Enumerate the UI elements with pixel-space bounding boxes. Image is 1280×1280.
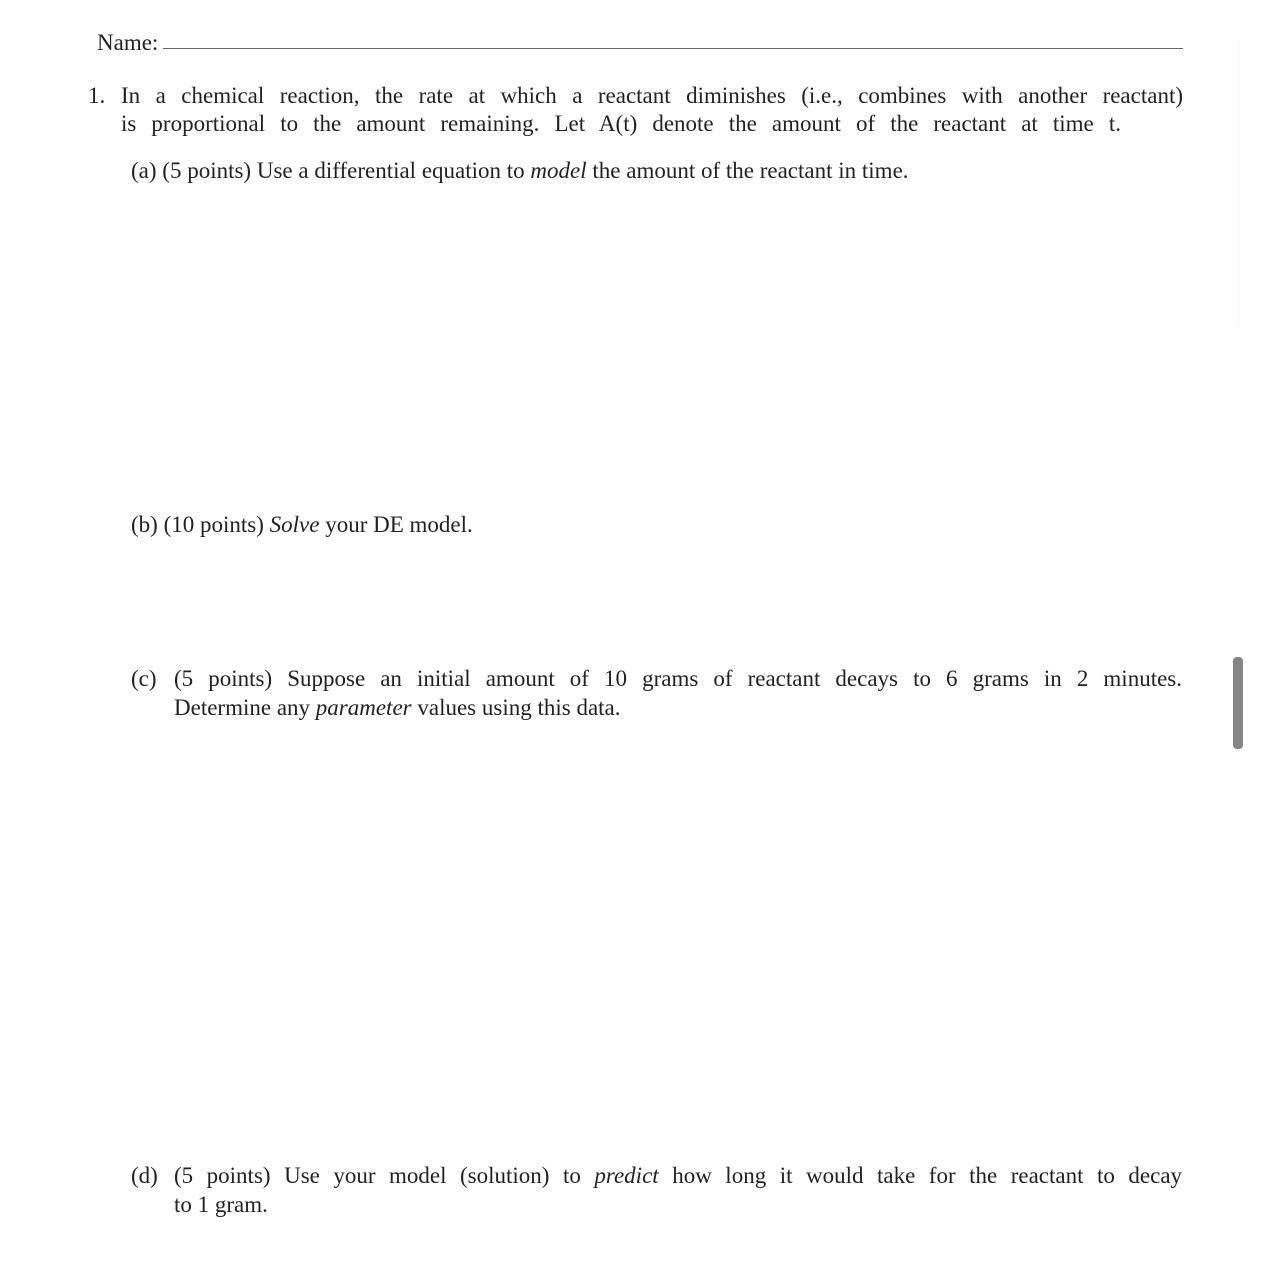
part-d-text: Use your model (solution) to bbox=[284, 1163, 581, 1188]
part-c-emphasis: parameter bbox=[315, 695, 412, 720]
question-number: 1. bbox=[88, 83, 106, 108]
part-b-points: (10 points) bbox=[163, 512, 264, 537]
part-d-text-end: how long it would take for the reactant to decay bbox=[672, 1163, 1183, 1188]
part-d-emphasis: predict bbox=[594, 1163, 659, 1188]
part-a-text-end: the amount of the reactant in time. bbox=[592, 158, 909, 183]
question-line-2: is proportional to the amount remaining. Let A(t) denote the amount of the reactant at time t. bbox=[121, 111, 1121, 136]
part-d-line-1 bbox=[174, 1163, 1182, 1189]
part-d-line-2: to 1 gram. bbox=[174, 1192, 268, 1217]
scrollbar-thumb[interactable] bbox=[1233, 657, 1243, 749]
part-c-line-2 bbox=[174, 695, 621, 721]
part-b-text: your DE model. bbox=[325, 512, 473, 537]
part-d-points: (5 points) bbox=[174, 1163, 271, 1188]
part-c-line-1 bbox=[174, 666, 1182, 692]
part-c-text-2: Determine any bbox=[174, 695, 311, 720]
name-label: Name: bbox=[97, 30, 159, 55]
part-c-points: (5 points) bbox=[174, 666, 273, 691]
question-line-1: In a chemical reaction, the rate at which a reactant diminishes (i.e., combines with another reactant) bbox=[121, 83, 1183, 108]
part-d-label: (d) bbox=[131, 1163, 158, 1188]
part-a-label: (a) bbox=[131, 158, 157, 183]
part-a-emphasis: model bbox=[530, 158, 587, 183]
part-a-points: (5 points) bbox=[162, 158, 252, 183]
part-c-text-2-end: values using this data. bbox=[417, 695, 621, 720]
part-b bbox=[131, 512, 473, 538]
part-c-text: Suppose an initial amount of 10 grams of reactant decays to 6 grams in 2 minutes. bbox=[287, 666, 1182, 691]
page-edge bbox=[1238, 40, 1239, 325]
name-field-line bbox=[163, 48, 1183, 49]
part-c-label: (c) bbox=[131, 666, 157, 691]
part-b-label: (b) bbox=[131, 512, 158, 537]
part-b-emphasis: Solve bbox=[269, 512, 320, 537]
part-a-text: Use a differential equation to bbox=[256, 158, 525, 183]
part-a bbox=[131, 158, 909, 184]
